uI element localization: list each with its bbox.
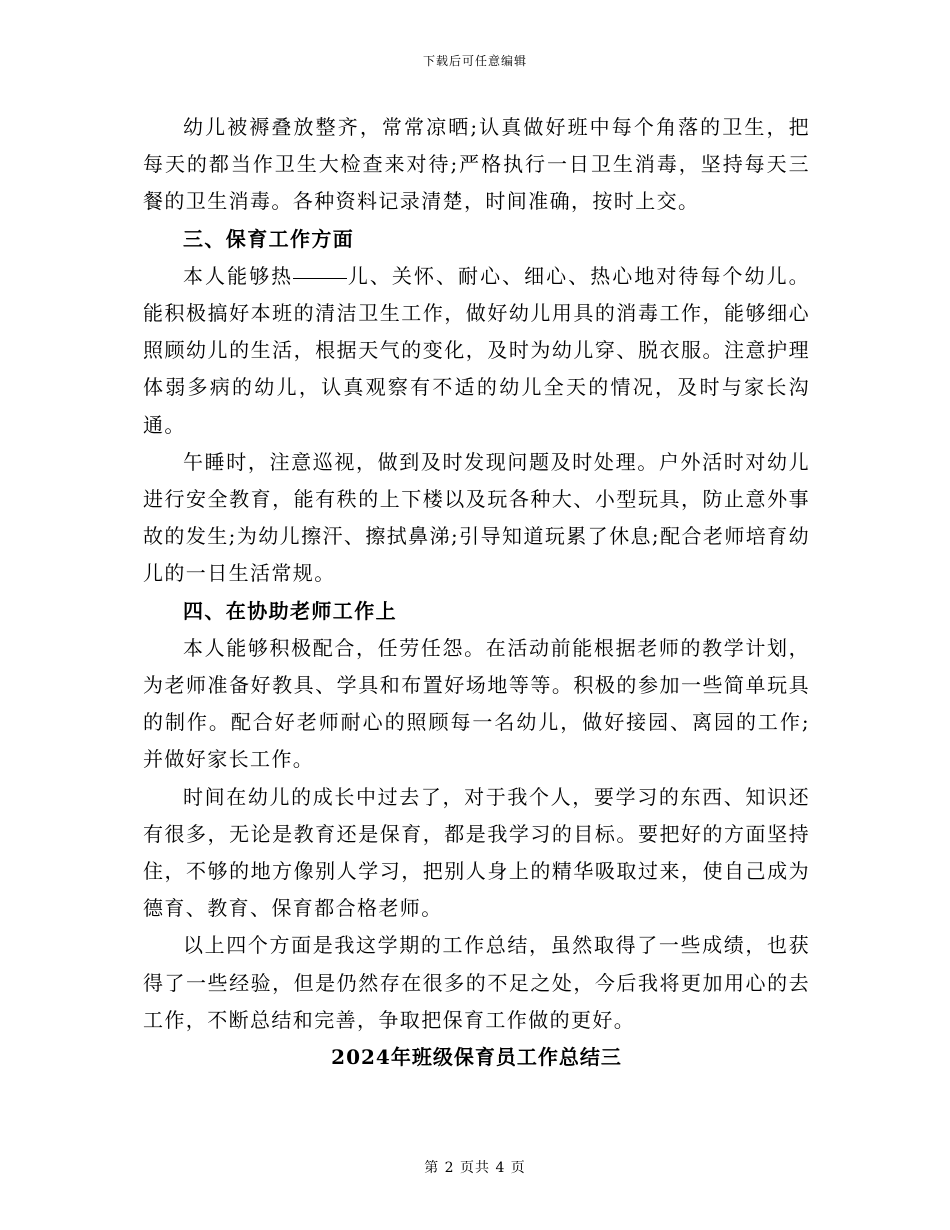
section-heading-childcare: 三、保育工作方面 bbox=[183, 226, 355, 251]
blank-underline bbox=[293, 277, 347, 279]
paragraph-childcare-rest: 儿、关怀、耐心、细心、热心地对待每个幼儿。能积极搞好本班的清洁卫生工作，做好幼儿用具的消毒工作，能够细心照顾幼儿的生活，根据天气的变化，及时为幼儿穿、脱衣服。注意护理体弱多病的幼儿，认真观察有不适的幼儿全天的情况，及时与家长沟通。 bbox=[143, 263, 811, 437]
paragraph-assist-cooperate: 本人能够积极配合，任劳任怨。在活动前能根据老师的教学计划，为老师准备好教具、学具和布置好场地等等。积极的参加一些简单玩具的制作。配合好老师耐心的照顾每一名幼儿，做好接园、离园的工作;并做好家长工作。 bbox=[143, 635, 810, 772]
page-header-note: 下载后可任意编辑 bbox=[422, 54, 527, 68]
paragraph-childcare-start: 本人能够热 bbox=[183, 263, 294, 288]
document-title-next: 2024年班级保育员工作总结三 bbox=[331, 1045, 622, 1070]
paragraph-assist-growth: 时间在幼儿的成长中过去了，对于我个人，要学习的东西、知识还有很多，无论是教育还是保育，都是我学习的目标。要把好的方面坚持住，不够的地方像别人学习，把别人身上的精华吸取过来，使自己成为德育、教育、保育都合格老师。 bbox=[143, 784, 810, 921]
section-heading-assist-teacher: 四、在协助老师工作上 bbox=[183, 598, 397, 623]
paragraph-hygiene: 幼儿被褥叠放整齐，常常凉晒;认真做好班中每个角落的卫生，把每天的都当作卫生大检查来对待;严格执行一日卫生消毒，坚持每天三餐的卫生消毒。各种资料记录清楚，时间准确，按时上交。 bbox=[143, 115, 810, 214]
document-body bbox=[143, 109, 810, 1076]
paragraph-childcare-care bbox=[143, 258, 810, 444]
paragraph-childcare-nap: 午睡时，注意巡视，做到及时发现问题及时处理。户外活时对幼儿进行安全教育，能有秩的上下楼以及玩各种大、小型玩具，防止意外事故的发生;为幼儿擦汗、擦拭鼻涕;引导知道玩累了休息;配合老师培育幼儿的一日生活常规。 bbox=[143, 449, 810, 586]
page-number-footer: 第 2 页共 4 页 bbox=[424, 1160, 526, 1176]
paragraph-summary: 以上四个方面是我这学期的工作总结，虽然取得了一些成绩，也获得了一些经验，但是仍然存在很多的不足之处，今后我将更加用心的去工作，不断总结和完善，争取把保育工作做的更好。 bbox=[143, 933, 810, 1032]
